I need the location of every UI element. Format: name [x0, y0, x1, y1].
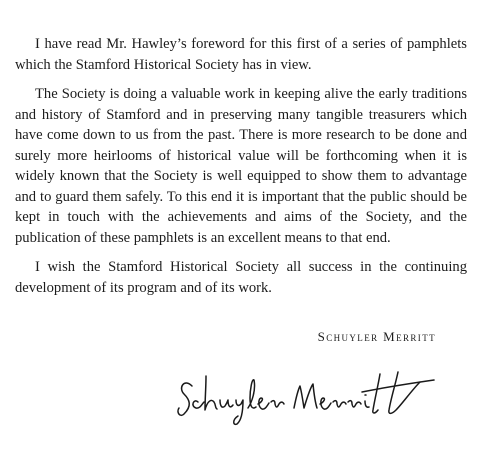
- handwritten-signature: [176, 368, 438, 428]
- letter-body: [15, 34, 467, 298]
- signatory-name: Schuyler Merritt: [317, 329, 436, 344]
- paragraph-3: I wish the Stamford Historical Society all success in the continuing development of its program and of its work.: [15, 259, 467, 296]
- paragraph-2: The Society is doing a valuable work in keeping alive the early traditions and history of Stamford and in preserving many tangible treasurers which have come down to us from the past. There is more research to be done and surely more heirlooms of historical value will be forthcoming when it is widely known that the Society is well equipped to show them to advantage and to guard them safely. To this end it is important that the public should be kept in touch with the achievements and aims of the Society, and the publication of these pamphlets is an excellent means to that end.: [15, 86, 467, 246]
- paragraph-1: I have read Mr. Hawley’s foreword for this first of a series of pamphlets which the Stamford Historical Society has in view.: [15, 36, 467, 73]
